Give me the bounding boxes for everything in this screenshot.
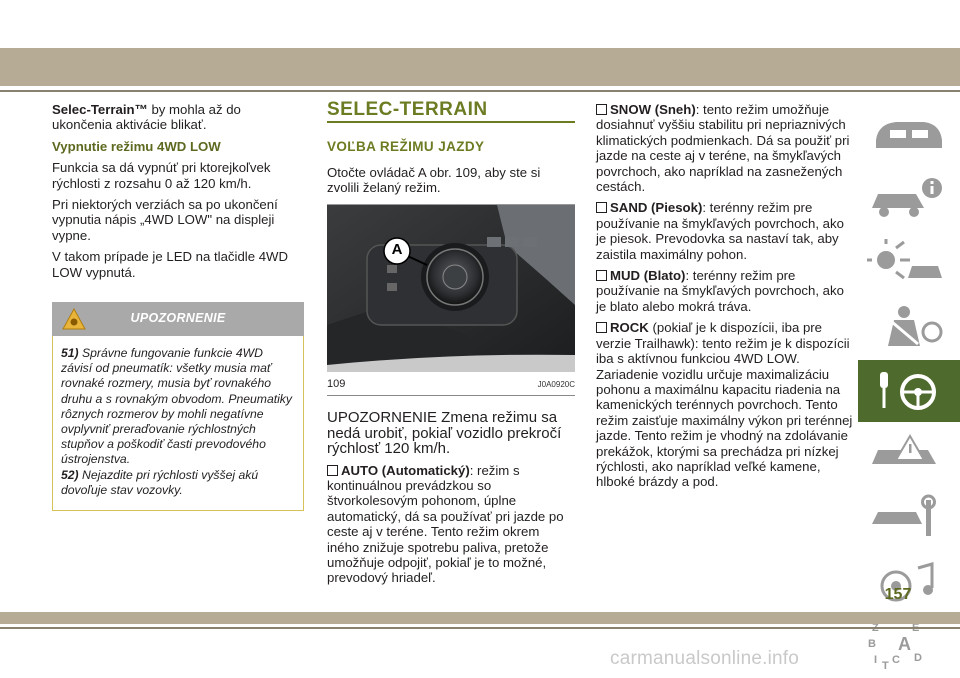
checkbox-icon — [596, 270, 607, 281]
column-right — [596, 102, 854, 496]
column-middle — [327, 99, 575, 592]
seatbelt-icon — [866, 302, 952, 352]
warning-box — [52, 336, 304, 511]
warning-number: 51) — [61, 346, 79, 361]
tab-index[interactable] — [858, 616, 960, 678]
console-photo-illustration — [327, 205, 575, 372]
speed-notice: UPOZORNENIE Zmena režimu sa nedá urobiť, pokiaľ vozidlo prekročí rýchlosť 120 km/h. — [327, 409, 562, 458]
car-dashboard-icon — [866, 110, 952, 160]
wrench-icon — [866, 494, 952, 544]
index-letter: B — [868, 638, 876, 650]
bottom-rule — [0, 627, 960, 629]
mode-text: : terénny režim pre používanie na šmykľavých povrchoch, ako je piesok. Prevodovka sa nastaví tak, aby zaistila maximálny pohon. — [596, 200, 844, 262]
car-warning-icon — [866, 430, 952, 480]
mode-sand — [596, 200, 854, 262]
mode-text: (pokiaľ je k dispozícii, iba pre verzie Trailhawk): tento režim je k dispozícii iba s aktívnou funkciou 4WD LOW. Zariadenie vozidlu určuje maximalizáciu pohonu a maximálnu kapacitu riadenia na kamenických terénnych povrchoch. Tento režim zaisťuje maximálny výkon pri terénnej jazde. Tento režim je vhodný na zdolávanie prekážok, ktorými sa prechádza pri nízkej rýchlosti, ako napríklad veľké kamene, hlboké brázdy a pod. — [596, 320, 853, 490]
mode-mud — [596, 268, 854, 314]
mode-title: SNOW (Sneh) — [610, 102, 696, 117]
index-letters — [868, 622, 948, 674]
top-rule — [0, 90, 960, 92]
mode-rock — [596, 320, 854, 489]
checkbox-icon — [596, 322, 607, 333]
tab-safety[interactable] — [858, 296, 960, 358]
tab-dashboard[interactable] — [858, 104, 960, 166]
index-letter: C — [892, 654, 900, 666]
mode-snow — [596, 102, 854, 194]
paragraph-selec-terrain — [52, 102, 304, 133]
warning-text: Nejazdite pri rýchlosti vyššej akú dovoľuje stav vozovky. — [61, 467, 259, 497]
heading-rule — [327, 121, 575, 123]
bottom-band — [0, 612, 960, 624]
section-subheading: VOĽBA REŽIMU JAZDY — [327, 139, 485, 155]
tab-multimedia[interactable] — [858, 552, 960, 614]
warning-item-52 — [61, 468, 295, 498]
figure-caption — [327, 372, 575, 396]
warning-item-51 — [61, 346, 295, 468]
checkbox-icon — [327, 465, 338, 476]
checkbox-icon — [596, 202, 607, 213]
mode-title: AUTO (Automatický) — [341, 462, 470, 478]
warning-number: 52) — [61, 467, 79, 482]
mode-auto — [327, 463, 575, 586]
figure-code: J0A0920C — [537, 379, 575, 389]
mode-title: ROCK — [610, 320, 649, 336]
index-letter: A — [898, 634, 911, 654]
mode-title: SAND (Piesok) — [610, 200, 703, 216]
watermark-text: carmanualsonline.info — [610, 648, 800, 669]
paragraph-text: by mohla až do ukončenia aktivácie blikať. — [52, 102, 241, 133]
tab-maintenance[interactable] — [858, 488, 960, 550]
section-heading: SELEC-TERRAIN — [327, 99, 488, 120]
paragraph-intro: Otočte ovládač A obr. 109, aby ste si zvolili želaný režim. — [327, 164, 541, 196]
page-number: 157 — [884, 586, 912, 603]
car-info-icon — [866, 174, 952, 224]
top-band-bar — [0, 48, 960, 86]
checkbox-icon — [596, 104, 607, 115]
mode-title: MUD (Blato) — [610, 268, 686, 284]
light-icon — [866, 238, 952, 288]
warning-text: Správne fungovanie funkcie 4WD závisí od pneumatík: všetky musia mať rovnaké rozmery, musia byť rovnakého druhu a s rovnakým obvodom. Pneumatiky rôznych rozmerov by mohli negatívne ovplyvniť preraďovanie rýchlostných stupňov a poškodiť časti prevodového ústrojenstva. — [61, 346, 292, 467]
tab-emergency[interactable] — [858, 424, 960, 486]
tab-starting-driving[interactable] — [858, 360, 960, 422]
tab-lights[interactable] — [858, 232, 960, 294]
top-band — [0, 0, 960, 50]
mode-text: : režim s kontinuálnou prevádzkou so štvorkolesovým pohonom, úplne automatický, dá sa používať pri jazde po ceste aj v teréne. Tento režim okrem iného znižuje spotrebu paliva, pretože umožňuje odpojiť, pokiaľ je to možné, prevodový hriadeľ. — [327, 462, 564, 586]
index-letter: I — [874, 654, 878, 666]
figure-109-photo — [327, 204, 575, 372]
selec-terrain-bold: Selec-Terrain™ — [52, 102, 148, 117]
sub-heading-4wd-low: Vypnutie režimu 4WD LOW — [52, 138, 221, 154]
paragraph-display: Pri niektorých verziách sa po ukončení vypnutia nápis „4WD LOW" na displeji vypne. — [52, 197, 278, 243]
column-left — [52, 102, 304, 511]
figure-number: 109 — [327, 377, 346, 390]
paragraph-led: V takom prípade je LED na tlačidle 4WD LOW vypnutá. — [52, 249, 289, 280]
mode-text: : tento režim umožňuje dosiahnuť vyššiu stabilitu pri nepriaznivých klimatických podmienkach. Dá sa použiť pri jazde na ceste aj v teréne, na šmykľavých povrchoch, ako napríklad na zasnežených cestách. — [596, 102, 850, 195]
key-steering-wheel-icon — [866, 366, 952, 416]
mode-text: : terénny režim pre používanie na šmykľavých povrchoch, ako je blato alebo mokrá tráva. — [596, 268, 844, 314]
tab-info[interactable] — [858, 168, 960, 230]
warning-title: UPOZORNENIE — [130, 311, 226, 326]
index-letter: D — [914, 652, 922, 664]
index-letter: T — [882, 660, 889, 672]
warning-header — [52, 302, 304, 336]
paragraph-speed: Funkcia sa dá vypnúť pri ktorejkoľvek rýchlosti z rozsahu 0 až 120 km/h. — [52, 160, 271, 191]
callout-label-a: A — [391, 240, 403, 258]
